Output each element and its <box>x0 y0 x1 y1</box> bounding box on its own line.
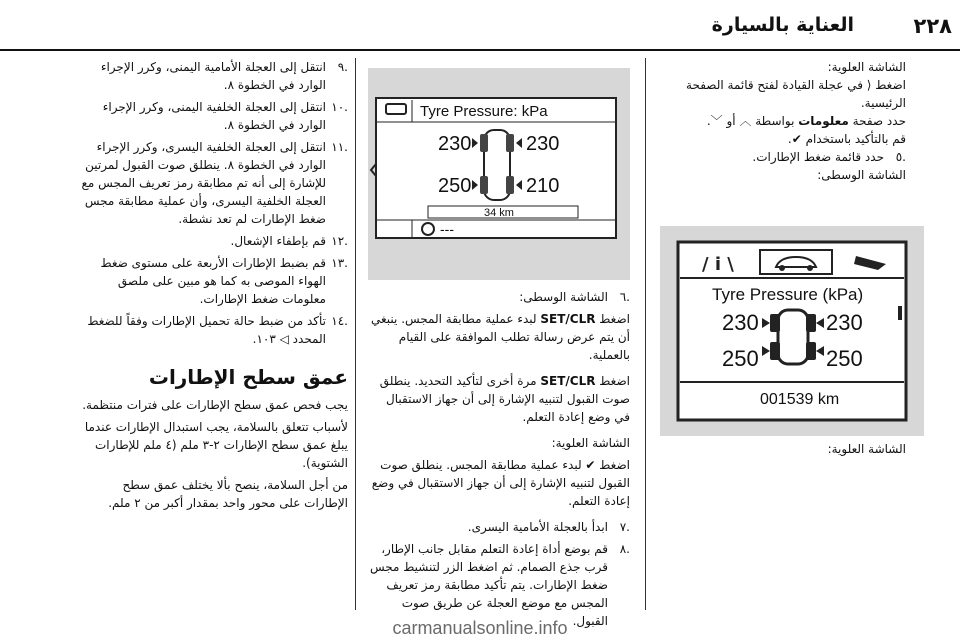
center-display-illustration <box>368 68 630 280</box>
center-front-left-value: 230 <box>438 133 472 155</box>
warning-icons <box>702 254 734 275</box>
step-14: .١٤ تأكد من ضبط حالة تحميل الإطارات وفقاً للضغط المحدد ◁ ١٠٣. <box>87 314 348 346</box>
step-6-instruction-a: اضغط SET/CLR لبدء عملية مطابقة المجس. ينبغي أن يتم عرض رسالة تطلب الموافقة على القيام بالعملية. <box>371 312 630 362</box>
step-6: .٦ الشاشة الوسطى: <box>519 290 630 304</box>
step-6-instruction-c: اضغط ✔ لبدء عملية مطابقة المجس. ينطلق صوت القبول لتنبيه الإشارة إلى أن جهاز الاستقبال في وضع إعادة التعلم. <box>371 458 630 508</box>
instruction-confirm: قم بالتأكيد باستخدام ✔. <box>787 132 906 146</box>
upper-display-figure <box>660 226 924 436</box>
center-status: --- <box>440 221 454 237</box>
step-8: .٨ قم بوضع أداة إعادة التعلم مقابل جانب الإطار، قرب جذع الصمام. ثم اضغط الزر لتنشيط مجس ضغط الإطارات. يتم تأكيد مطابقة رمز تعريف المجس مع موضع العجلة عن طريق صوت القبول. <box>370 542 630 628</box>
instruction-select-info: حدد صفحة معلومات بواسطة ︿ أو ﹀. <box>706 114 906 128</box>
page-number: ٢٢٨ <box>913 14 952 38</box>
column-middle <box>368 288 630 642</box>
center-odometer: 34 km <box>484 207 514 219</box>
watermark: carmanualsonline.info <box>392 618 568 638</box>
step-13: .١٣ قم بضبط الإطارات الأربعة على مستوى ضغط الهواء الموصى به كما هو مبين على ملصق معلومات ضغط الإطارات. <box>100 256 348 306</box>
step-11: .١١ انتقل إلى العجلة الخلفية اليسرى، وكرر الإجراء الوارد في الخطوة ٨. ينطلق صوت القبول لمرتين للإشارة إلى أنه تم مطابقة رمز تعريف المجس مع العجلة الخلفية اليسرى، وأن عملية مطابقة مجس ضغط الإطارات لم تعد نشطة. <box>81 140 348 226</box>
center-display-title: Tyre Pressure: kPa <box>420 103 548 120</box>
upper-display-title: Tyre Pressure (kPa) <box>712 285 864 304</box>
column-left <box>76 58 348 642</box>
step-7: .٧ ابدأ بالعجلة الأمامية اليسرى. <box>467 520 630 534</box>
center-rear-left-value: 250 <box>438 175 472 197</box>
step-6-instruction-b: اضغط SET/CLR مرة أخرى لتأكيد التحديد. ينطلق صوت القبول لتنبيه الإشارة إلى أن جهاز الاستقبال في وضع إعادة التعلم. <box>379 374 630 424</box>
center-rear-right-value: 210 <box>526 175 560 197</box>
center-front-right-value: 230 <box>526 133 560 155</box>
instruction-open-home: اضغط ⟨ في عجلة القيادة لفتح قائمة الصفحة الرئيسية. <box>686 78 906 110</box>
tread-paragraph-3: من أجل السلامة، ينصح بألا يختلف عمق سطح الإطارات على محور واحد بمقدار أكبر من ٢ ملم. <box>108 478 348 510</box>
upper-front-left-value: 230 <box>722 310 759 335</box>
step-6-label-upper: الشاشة العلوية: <box>551 436 630 450</box>
section-title-tread-depth: عمق سطح الإطارات <box>148 365 348 389</box>
chapter-title: العناية بالسيارة <box>711 14 854 36</box>
upper-rear-right-value: 250 <box>826 346 863 371</box>
step-12: .١٢ قم بإطفاء الإشعال. <box>230 234 348 248</box>
label-upper-display: الشاشة العلوية: <box>827 60 906 74</box>
label-middle-display: الشاشة الوسطى: <box>817 168 906 182</box>
upper-rear-left-value: 250 <box>722 346 759 371</box>
header-rule <box>0 49 960 51</box>
step-9: .٩ انتقل إلى العجلة الأمامية اليمنى، وكرر الإجراء الوارد في الخطوة ٨. <box>100 60 348 92</box>
upper-odometer: 001539 km <box>760 391 840 408</box>
step-10: .١٠ انتقل إلى العجلة الخلفية اليمنى، وكرر الإجراء الوارد في الخطوة ٨. <box>102 100 348 132</box>
upper-display-illustration <box>660 226 924 436</box>
tread-paragraph-1: يجب فحص عمق سطح الإطارات على فترات منتظمة. <box>82 398 348 412</box>
column-divider-right <box>645 58 646 610</box>
page-header <box>0 0 960 50</box>
upper-front-right-value: 230 <box>826 310 863 335</box>
label-upper-display-caption: الشاشة العلوية: <box>827 442 906 456</box>
tread-paragraph-2: لأسباب تتعلق بالسلامة، يجب استبدال الإطارات عندما يبلغ عمق سطح الإطارات ٢-٣ ملم (٤ ملم للإطارات الشتوية). <box>84 420 348 470</box>
center-display-figure <box>368 68 630 280</box>
column-divider-left <box>355 58 356 610</box>
svg-text:/ i \: / i \ <box>702 254 734 275</box>
step-5: .٥ حدد قائمة ضغط الإطارات. <box>752 150 906 164</box>
scroll-marker <box>898 306 902 320</box>
